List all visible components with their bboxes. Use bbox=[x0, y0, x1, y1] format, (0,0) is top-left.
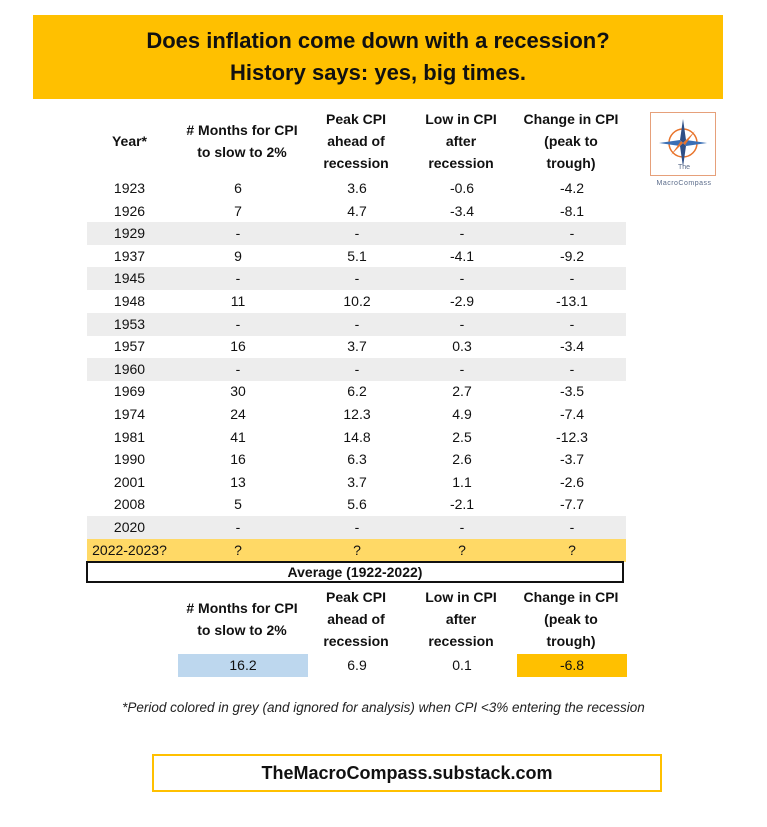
cell-change: -12.3 bbox=[556, 428, 588, 445]
table-row bbox=[87, 380, 626, 403]
cell-low: -4.1 bbox=[449, 247, 475, 264]
cell-months: 30 bbox=[230, 383, 246, 400]
cell-peak: - bbox=[354, 315, 360, 332]
cell-peak: - bbox=[354, 360, 360, 377]
table-row bbox=[87, 290, 626, 313]
cell-low: 1.1 bbox=[452, 473, 472, 490]
cell-months: 5 bbox=[234, 496, 242, 513]
cell-months: 9 bbox=[234, 247, 242, 264]
cell-change: -8.1 bbox=[559, 202, 585, 219]
cell-low: 2.5 bbox=[452, 428, 472, 445]
average-change-value: -6.8 bbox=[517, 654, 627, 677]
cell-peak: 10.2 bbox=[343, 293, 371, 309]
cell-change: -13.1 bbox=[556, 293, 588, 309]
avg-header-low: Low in CPI after recession bbox=[425, 589, 497, 649]
cell-low: 2.7 bbox=[452, 383, 472, 400]
cell-year: 1960 bbox=[113, 360, 146, 377]
cell-low: - bbox=[459, 270, 465, 287]
header-change: Change in CPI (peak to trough) bbox=[523, 111, 619, 171]
cell-months: ? bbox=[234, 541, 242, 558]
cell-year: 1969 bbox=[113, 383, 146, 400]
cell-year: 1923 bbox=[113, 180, 146, 196]
cell-year: 2001 bbox=[113, 473, 146, 490]
average-low-value: 0.1 bbox=[452, 657, 472, 673]
cell-peak: - bbox=[354, 225, 360, 242]
cell-peak: 5.1 bbox=[347, 247, 367, 264]
average-peak-value: 6.9 bbox=[347, 657, 367, 673]
average-label: Average (1922-2022) bbox=[287, 564, 423, 580]
title-line-1: Does inflation come down with a recession? bbox=[146, 28, 610, 53]
cell-peak: ? bbox=[353, 541, 361, 558]
cell-months: 11 bbox=[230, 293, 246, 309]
cell-year: 2020 bbox=[113, 519, 146, 535]
cell-peak: 6.3 bbox=[347, 451, 367, 468]
cell-peak: 6.2 bbox=[347, 383, 367, 400]
cell-peak: - bbox=[354, 270, 360, 287]
cell-low: - bbox=[459, 519, 465, 535]
table-row bbox=[87, 516, 626, 539]
cell-change: -3.7 bbox=[559, 451, 585, 468]
cell-months: - bbox=[235, 225, 241, 242]
cell-year: 1937 bbox=[113, 247, 146, 264]
avg-header-months: # Months for CPI to slow to 2% bbox=[186, 600, 298, 638]
table-row bbox=[87, 267, 626, 290]
substack-url[interactable]: TheMacroCompass.substack.com bbox=[152, 754, 662, 792]
average-months-value: 16.2 bbox=[178, 654, 308, 677]
cell-months: 13 bbox=[230, 473, 246, 490]
cell-months: 6 bbox=[234, 180, 242, 196]
logo-the: The bbox=[678, 164, 691, 171]
cell-months: 24 bbox=[230, 406, 246, 422]
table-row bbox=[87, 448, 626, 471]
cell-peak: 3.7 bbox=[347, 338, 367, 355]
table-row bbox=[87, 426, 626, 449]
cell-months: - bbox=[235, 519, 241, 535]
cell-months: - bbox=[235, 270, 241, 287]
table-row bbox=[87, 200, 626, 223]
cell-months: - bbox=[235, 360, 241, 377]
cell-months: - bbox=[235, 315, 241, 332]
title-line-2: History says: yes, big times. bbox=[230, 60, 526, 85]
cell-change: -7.4 bbox=[559, 406, 585, 422]
avg-header-peak: Peak CPI ahead of recession bbox=[323, 589, 389, 649]
table-row bbox=[87, 493, 626, 516]
cell-low: -2.9 bbox=[449, 293, 475, 309]
cell-low: -0.6 bbox=[449, 180, 475, 196]
cell-change: -3.5 bbox=[559, 383, 585, 400]
table-row bbox=[87, 222, 626, 245]
cell-change: -7.7 bbox=[559, 496, 585, 513]
cell-peak: 14.8 bbox=[343, 428, 371, 445]
cell-year: 1948 bbox=[113, 293, 146, 309]
cell-year: 1945 bbox=[113, 270, 146, 287]
cell-year: 1953 bbox=[113, 315, 146, 332]
cell-change: - bbox=[569, 360, 575, 377]
cell-peak: 3.6 bbox=[347, 180, 367, 196]
cell-low: - bbox=[459, 225, 465, 242]
cell-months: 7 bbox=[234, 202, 242, 219]
cell-low: - bbox=[459, 360, 465, 377]
cell-low: ? bbox=[458, 541, 466, 558]
cell-change: -3.4 bbox=[559, 338, 585, 355]
cell-year: 1990 bbox=[113, 451, 146, 468]
title-banner bbox=[33, 15, 723, 99]
macrocompass-logo bbox=[650, 112, 718, 190]
cell-change: -4.2 bbox=[559, 180, 585, 196]
cell-change: - bbox=[569, 519, 575, 535]
cell-year: 1981 bbox=[113, 428, 146, 445]
table-row bbox=[87, 177, 626, 200]
table-row bbox=[87, 471, 626, 494]
cell-change: ? bbox=[568, 541, 576, 558]
table-row bbox=[87, 358, 626, 381]
header-low: Low in CPI after recession bbox=[425, 111, 497, 171]
table-row bbox=[87, 245, 626, 268]
cell-change: -9.2 bbox=[559, 247, 585, 264]
cell-change: - bbox=[569, 225, 575, 242]
cell-peak: - bbox=[354, 519, 360, 535]
cell-peak: 3.7 bbox=[347, 473, 367, 490]
logo-name: MacroCompass bbox=[656, 180, 712, 187]
table-row bbox=[87, 313, 626, 336]
cell-low: 4.9 bbox=[452, 406, 472, 422]
cell-year: 1974 bbox=[113, 406, 146, 422]
cell-year: 1926 bbox=[113, 202, 146, 219]
average-label-box bbox=[86, 561, 624, 583]
header-year: Year* bbox=[111, 133, 148, 149]
cell-months: 16 bbox=[230, 451, 246, 468]
cell-year: 2022-2023? bbox=[92, 541, 167, 558]
cell-change: - bbox=[569, 315, 575, 332]
table-row bbox=[87, 539, 626, 562]
cell-peak: 4.7 bbox=[347, 202, 367, 219]
footnote: *Period colored in grey (and ignored for analysis) when CPI <3% entering the recession bbox=[122, 700, 645, 715]
cell-peak: 5.6 bbox=[347, 496, 367, 513]
cell-low: -3.4 bbox=[449, 202, 475, 219]
table-row bbox=[87, 335, 626, 358]
cell-change: - bbox=[569, 270, 575, 287]
cell-months: 41 bbox=[230, 428, 246, 445]
cell-change: -2.6 bbox=[559, 473, 585, 490]
cell-low: - bbox=[459, 315, 465, 332]
cell-low: 0.3 bbox=[452, 338, 472, 355]
cell-months: 16 bbox=[230, 338, 246, 355]
cell-peak: 12.3 bbox=[343, 406, 371, 422]
table-row bbox=[87, 403, 626, 426]
cell-low: 2.6 bbox=[452, 451, 472, 468]
avg-header-change: Change in CPI (peak to trough) bbox=[523, 589, 619, 649]
cell-year: 1929 bbox=[113, 225, 146, 242]
cell-year: 2008 bbox=[113, 496, 146, 513]
header-months: # Months for CPI to slow to 2% bbox=[186, 122, 298, 160]
cell-year: 1957 bbox=[113, 338, 146, 355]
cell-low: -2.1 bbox=[449, 496, 475, 513]
header-peak: Peak CPI ahead of recession bbox=[323, 111, 389, 171]
